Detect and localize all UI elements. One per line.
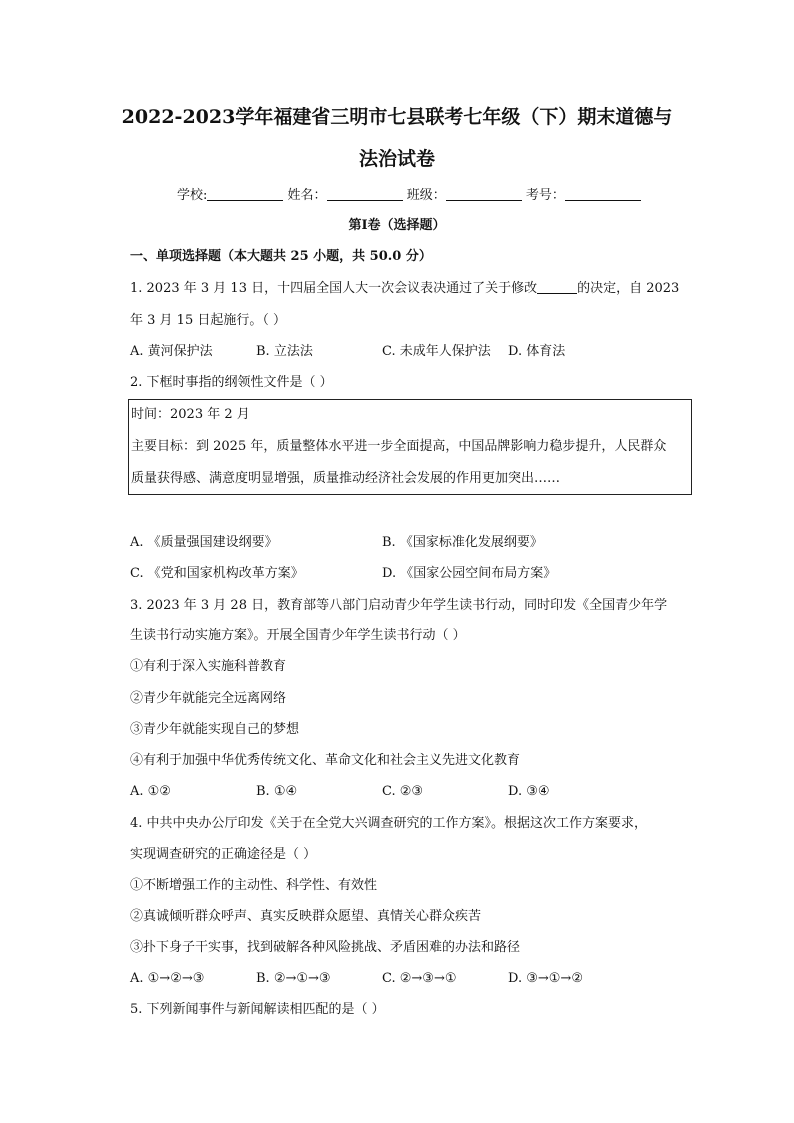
q3-option-a[interactable]: A. ①② xyxy=(130,784,171,799)
q1-stem-line2: 年 3 月 15 日起施行。（ ） xyxy=(130,313,286,328)
q4-option-c[interactable]: C. ②→③→① xyxy=(382,971,457,986)
q1-answer-blank xyxy=(537,279,577,294)
q1-option-a[interactable]: A. 黄河保护法 xyxy=(130,344,213,359)
q3-option-b[interactable]: B. ①④ xyxy=(256,784,298,799)
q2-box-line1: 时间：2023 年 2 月 xyxy=(131,407,250,422)
q5-stem: 5. 下列新闻事件与新闻解读相匹配的是（ ） xyxy=(130,1002,385,1017)
q4-stem-line1: 4. 中共中央办公厅印发《关于在全党大兴调查研究的工作方案》。根据这次工作方案要求， xyxy=(130,816,648,831)
part-heading: 一、单项选择题（本大题共 25 小题，共 50.0 分） xyxy=(130,249,432,264)
q1-option-d[interactable]: D. 体育法 xyxy=(508,344,566,359)
class-blank[interactable] xyxy=(446,186,522,201)
class-label: 班级： xyxy=(406,188,446,203)
q4-option-a[interactable]: A. ①→②→③ xyxy=(130,971,205,986)
q2-info-box xyxy=(128,399,692,495)
q1-option-b[interactable]: B. 立法法 xyxy=(256,344,313,359)
q1-stem-part1: 1. 2023 年 3 月 13 日，十四届全国人大一次会议表决通过了关于修改 xyxy=(130,281,538,296)
q2-option-c[interactable]: C. 《党和国家机构改革方案》 xyxy=(130,566,304,581)
q1-stem-part2: 的决定，自 2023 xyxy=(577,281,680,296)
q4-item-1: ①不断增强工作的主动性、科学性、有效性 xyxy=(130,878,378,893)
section-title: 第I卷（选择题） xyxy=(348,218,446,233)
q4-item-2: ②真诚倾听群众呼声、真实反映群众愿望、真情关心群众疾苦 xyxy=(130,909,482,924)
q3-item-4: ④有利于加强中华优秀传统文化、革命文化和社会主义先进文化教育 xyxy=(130,753,521,768)
q4-option-b[interactable]: B. ②→①→③ xyxy=(256,971,331,986)
q2-stem: 2. 下框时事指的纲领性文件是（ ） xyxy=(130,375,333,390)
school-blank[interactable] xyxy=(207,186,283,201)
q3-option-d[interactable]: D. ③④ xyxy=(508,784,550,799)
q2-option-a[interactable]: A. 《质量强国建设纲要》 xyxy=(130,535,278,550)
q3-stem-line2: 生读书行动实施方案》。开展全国青少年学生读书行动（ ） xyxy=(130,628,466,643)
q3-stem-line1: 3. 2023 年 3 月 28 日，教育部等八部门启动青少年学生读书行动，同时印发《全国青少年学 xyxy=(130,598,668,613)
school-label: 学校: xyxy=(177,188,208,203)
name-label: 姓名： xyxy=(287,188,327,203)
exam-number-label: 考号： xyxy=(525,188,565,203)
name-blank[interactable] xyxy=(327,186,403,201)
q3-item-1: ①有利于深入实施科普教育 xyxy=(130,659,287,674)
student-info-row xyxy=(177,186,641,206)
q2-option-b[interactable]: B. 《国家标准化发展纲要》 xyxy=(382,535,543,550)
exam-title-line1: 2022-2023学年福建省三明市七县联考七年级（下）期末道德与 xyxy=(121,106,673,128)
q3-option-c[interactable]: C. ②③ xyxy=(382,784,424,799)
exam-title-line2: 法治试卷 xyxy=(358,148,435,170)
q2-option-d[interactable]: D. 《国家公园空间布局方案》 xyxy=(382,566,557,581)
q3-item-2: ②青少年就能完全远离网络 xyxy=(130,691,287,706)
q3-item-3: ③青少年就能实现自己的梦想 xyxy=(130,722,300,737)
q2-box-line2: 主要目标：到 2025 年，质量整体水平进一步全面提高，中国品牌影响力稳步提升，人民群众 xyxy=(131,439,667,454)
q1-option-c[interactable]: C. 未成年人保护法 xyxy=(382,344,491,359)
q4-item-3: ③扑下身子干实事，找到破解各种风险挑战、矛盾困难的办法和路径 xyxy=(130,940,521,955)
exam-number-blank[interactable] xyxy=(565,186,641,201)
q2-box-line3: 质量获得感、满意度明显增强，质量推动经济社会发展的作用更加突出…… xyxy=(131,471,561,486)
q4-stem-line2: 实现调查研究的正确途径是（ ） xyxy=(130,847,317,862)
q4-option-d[interactable]: D. ③→①→② xyxy=(508,971,583,986)
q1-stem-line1 xyxy=(130,279,679,299)
